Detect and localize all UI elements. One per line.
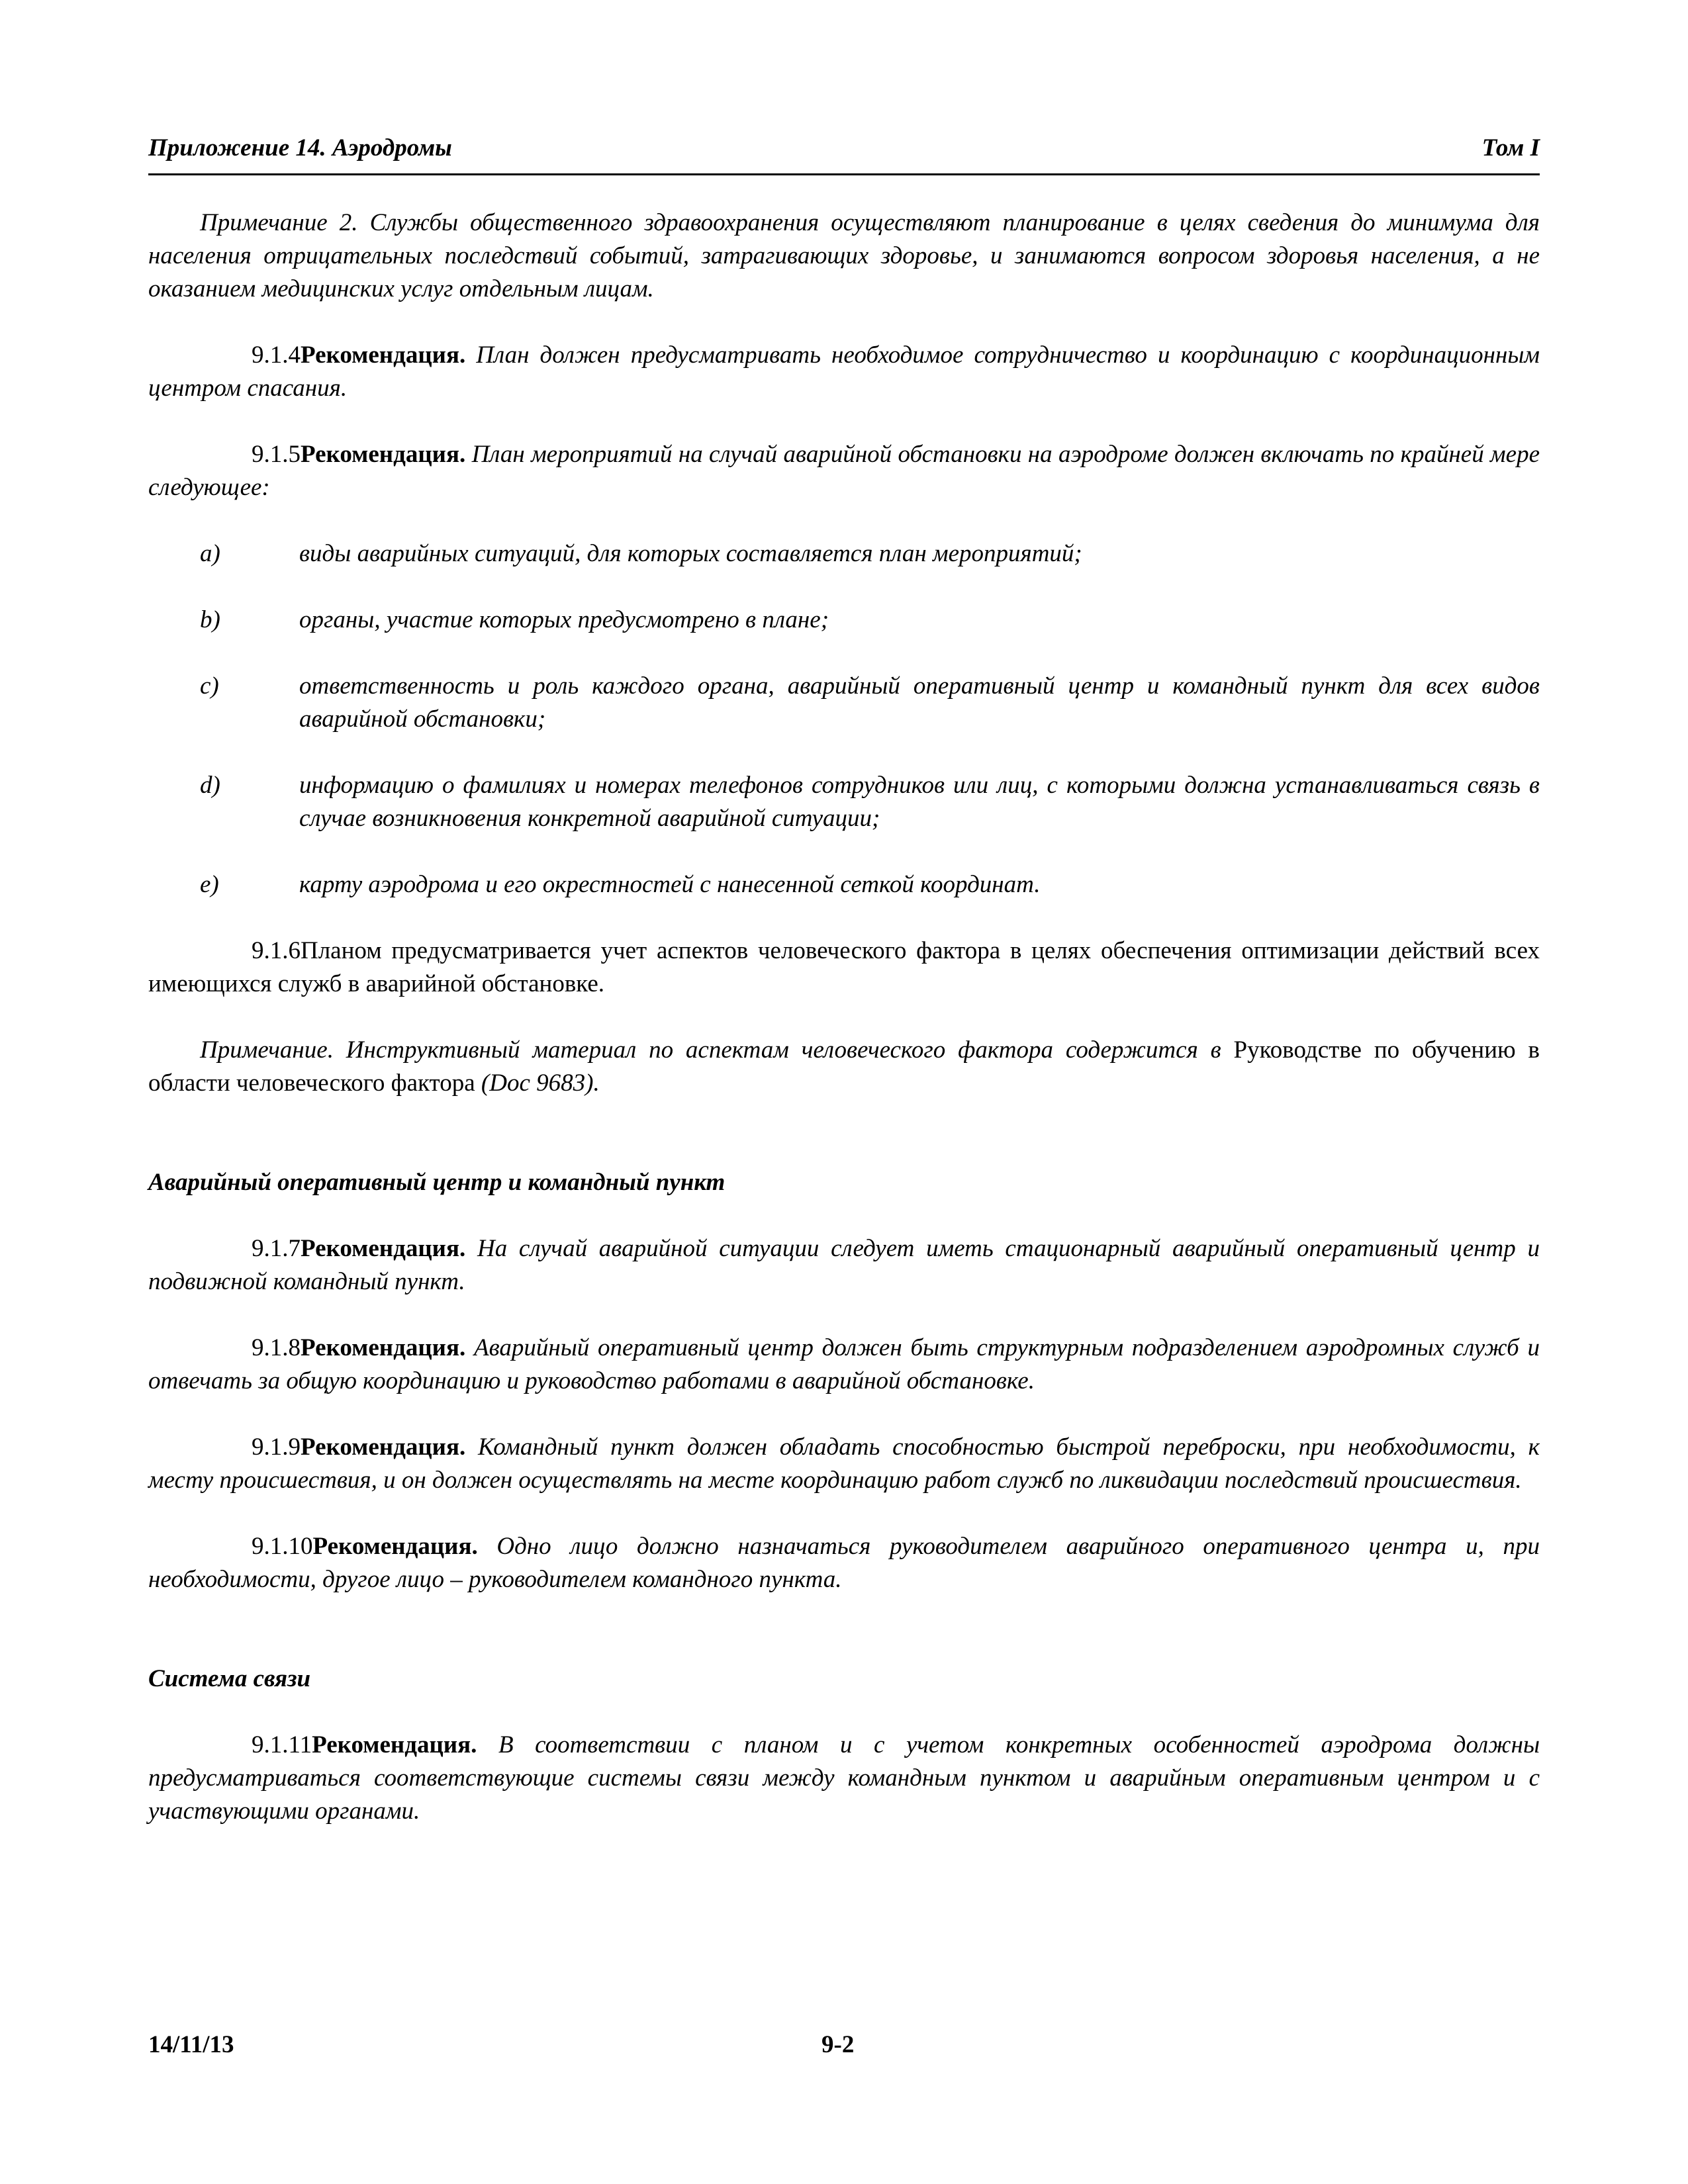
note-2: Примечание 2. Службы общественного здравоохранения осуществляют планирование в целях сведения до минимума для населения отрицательных последствий событий, затрагивающих здоровье, и занимаются вопросом здоровья населения, а не оказанием медицинских услуг отдельным лицам. (148, 209, 1540, 302)
paragraph-9-1-4 (148, 339, 1540, 405)
header-title: Приложение 14. Аэродромы (148, 134, 452, 161)
list-item-c (200, 670, 1540, 736)
page-header (148, 134, 1540, 175)
recommendation-label: Рекомендация. (301, 1433, 466, 1461)
list-item-text: информацию о фамилиях и номерах телефонов сотрудников или лиц, с которыми должна устанавливаться связь в случае возникновения конкретной аварийной ситуации; (299, 772, 1540, 832)
list-marker: e) (200, 871, 219, 898)
list-item-text: ответственность и роль каждого органа, аварийный оперативный центр и командный пункт для всех видов аварийной обстановки; (299, 672, 1540, 733)
paragraph-number: 9.1.8 (252, 1334, 301, 1361)
footer-date: 14/11/13 (148, 2031, 234, 2058)
paragraph-text: План должен предусматривать необходимое сотрудничество и координацию с координационным центром спасания. (148, 341, 1540, 402)
paragraph-number: 9.1.10 (252, 1533, 313, 1560)
list-item-d (200, 769, 1540, 835)
paragraph-number: 9.1.9 (252, 1433, 301, 1461)
referenced-document-title: Руководстве по обучению в области человеческого фактора (148, 1036, 1540, 1097)
document-body (148, 206, 1540, 1861)
paragraph-9-1-10 (148, 1530, 1540, 1596)
paragraph-9-1-9 (148, 1431, 1540, 1497)
list-item-text: виды аварийных ситуаций, для которых составляется план мероприятий; (299, 540, 1082, 567)
list-item-b (200, 604, 1540, 637)
paragraph-9-1-8 (148, 1332, 1540, 1398)
list-marker: b) (200, 606, 220, 633)
paragraph-text: План мероприятий на случай аварийной обстановки на аэродроме должен включать по крайней мере следующее: (148, 441, 1540, 501)
paragraph-9-1-7 (148, 1232, 1540, 1298)
note-suffix: (Doc 9683). (475, 1069, 600, 1097)
paragraph-text: Аварийный оперативный центр должен быть структурным подразделением аэродромных служб и отвечать за общую координацию и руководство работами в аварийной обстановке. (148, 1334, 1540, 1394)
list-item-a (200, 537, 1540, 570)
paragraph-text: Одно лицо должно назначаться руководителем аварийного оперативного центра и, при необходимости, другое лицо – руководителем командного пункта. (148, 1533, 1540, 1593)
paragraph-text: Планом предусматривается учет аспектов человеческого фактора в целях обеспечения оптимизации действий всех имеющихся служб в аварийной обстановке. (148, 937, 1540, 997)
paragraph-number: 9.1.7 (252, 1235, 301, 1262)
list-marker: a) (200, 540, 220, 567)
paragraph-text: В соответствии с планом и с учетом конкретных особенностей аэродрома должны предусматриваться соответствующие системы связи между командным пунктом и аварийным оперативным центром и с участвующими органами. (148, 1731, 1540, 1825)
recommendation-label: Рекомендация. (301, 441, 466, 468)
header-volume: Том I (1481, 134, 1540, 161)
recommendation-label: Рекомендация. (301, 341, 466, 369)
section-heading-communication-system: Система связи (148, 1665, 311, 1692)
section-heading-emergency-center: Аварийный оперативный центр и командный пункт (148, 1169, 726, 1196)
paragraph-number: 9.1.6 (252, 937, 301, 964)
note-human-factors (148, 1034, 1540, 1100)
recommendation-label: Рекомендация. (301, 1235, 466, 1262)
paragraph-9-1-5 (148, 438, 1540, 504)
paragraph-text: Командный пункт должен обладать способностью быстрой переброски, при необходимости, к месту происшествия, и он должен осуществлять на месте координацию работ служб по ликвидации последствий происшествия. (148, 1433, 1540, 1494)
recommendation-label: Рекомендация. (301, 1334, 466, 1361)
list-item-e (200, 868, 1540, 901)
paragraph-9-1-6 (148, 934, 1540, 1001)
document-page (148, 0, 1540, 2184)
list-marker: c) (200, 672, 219, 700)
paragraph-text: На случай аварийной ситуации следует иметь стационарный аварийный оперативный центр и подвижной командный пункт. (148, 1235, 1540, 1295)
note-prefix: Примечание. Инструктивный материал по аспектам человеческого фактора содержится в (200, 1036, 1234, 1064)
paragraph-number: 9.1.5 (252, 441, 301, 468)
footer-page-number: 9-2 (821, 2031, 855, 2058)
list-marker: d) (200, 772, 220, 799)
recommendation-label: Рекомендация. (312, 1533, 478, 1560)
recommendation-label: Рекомендация. (312, 1731, 477, 1758)
paragraph-number: 9.1.4 (252, 341, 301, 369)
paragraph-number: 9.1.11 (252, 1731, 312, 1758)
list-item-text: карту аэродрома и его окрестностей с нанесенной сеткой координат. (299, 871, 1041, 898)
list-item-text: органы, участие которых предусмотрено в плане; (299, 606, 829, 633)
paragraph-9-1-11 (148, 1729, 1540, 1828)
